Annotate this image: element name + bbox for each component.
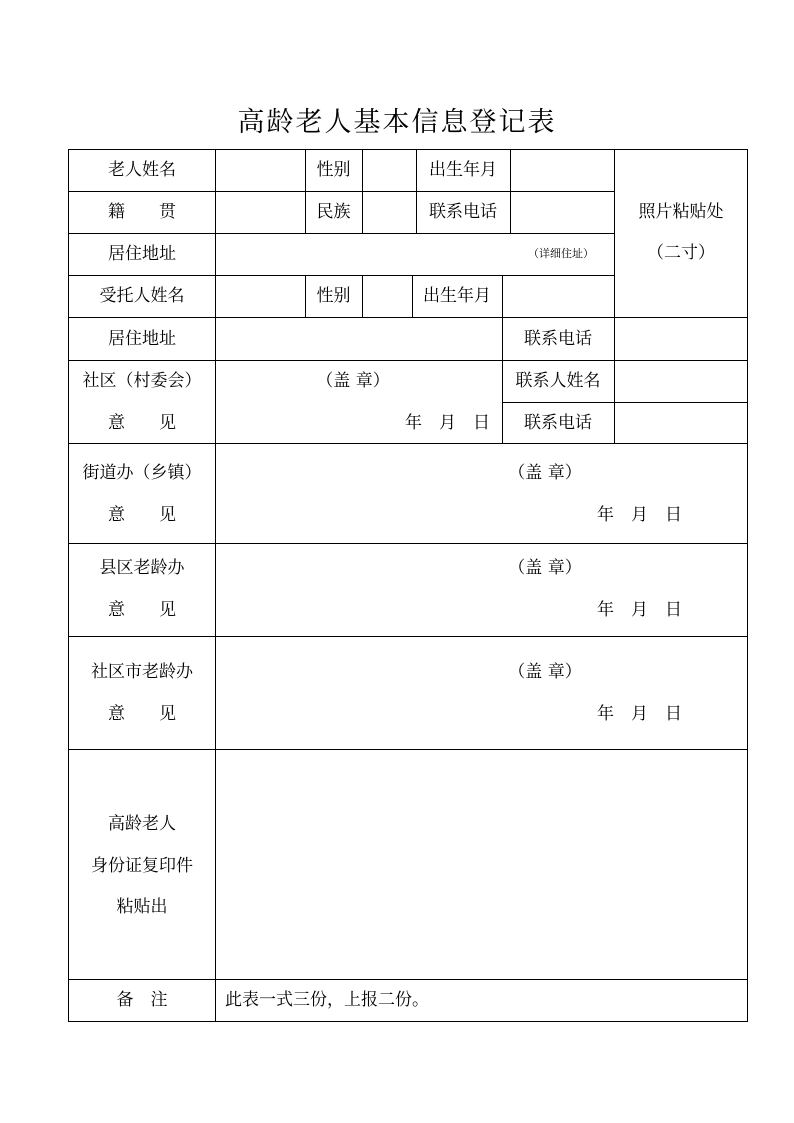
street-stamp: （盖 章） [508,463,582,483]
city-office-label-2: 意 见 [108,704,176,724]
table-border-top [68,149,748,150]
row-divider [68,543,748,544]
ethnicity-label: 民族 [316,202,351,222]
row-divider [68,191,614,192]
community-date: 年 月 日 [405,413,490,433]
page-title: 高龄老人基本信息登记表 [237,107,557,138]
row-divider [68,360,748,361]
photo-paste-label: 照片粘贴处 [638,202,724,222]
row-divider [68,979,748,980]
address-detail-hint: （详细住址） [528,247,594,260]
trustee-address-label: 居住地址 [108,329,176,349]
community-contact-label: 联系人姓名 [515,371,601,391]
county-office-label-2: 意 见 [108,600,176,620]
elder-birth-label: 出生年月 [429,160,497,180]
community-opinion-label-2: 意 见 [108,413,176,433]
county-date: 年 月 日 [597,600,682,620]
column-divider [215,149,216,1022]
row-divider [68,317,748,318]
city-date: 年 月 日 [597,704,682,724]
column-divider [362,275,363,318]
table-border-right [747,149,748,1022]
remarks-label: 备 注 [116,990,168,1010]
row-divider [68,275,614,276]
row-divider [68,233,614,234]
row-divider [502,402,748,403]
id-copy-label: 高龄老人 [108,814,176,834]
photo-size-label: （二寸） [647,243,715,263]
street-office-label-2: 意 见 [108,505,176,525]
row-divider [68,636,748,637]
elder-phone-label: 联系电话 [429,202,497,222]
id-copy-label-2: 身份证复印件 [91,856,193,876]
elder-address-label: 居住地址 [108,244,176,264]
column-divider [362,149,363,234]
remarks-value: 此表一式三份，上报二份。 [225,990,429,1010]
community-opinion-label: 社区（村委会） [82,371,202,391]
row-divider [68,443,748,444]
trustee-birth-label: 出生年月 [423,286,491,306]
elder-gender-label: 性别 [316,160,351,180]
native-place-label: 籍 贯 [108,202,176,222]
county-stamp: （盖 章） [508,558,582,578]
county-office-label: 县区老龄办 [99,558,185,578]
table-border-bottom [68,1021,748,1022]
city-office-label: 社区市老龄办 [91,662,193,682]
trustee-gender-label: 性别 [316,286,351,306]
city-stamp: （盖 章） [508,662,582,682]
column-divider [510,149,511,234]
community-stamp: （盖 章） [316,371,390,391]
column-divider [614,149,615,444]
elder-name-label: 老人姓名 [108,160,176,180]
id-copy-label-3: 粘贴出 [116,897,168,917]
street-office-label: 街道办（乡镇） [82,463,202,483]
row-divider [68,749,748,750]
trustee-name-label: 受托人姓名 [99,286,185,306]
street-date: 年 月 日 [597,505,682,525]
table-border-left [68,149,69,1022]
trustee-phone-label: 联系电话 [524,329,592,349]
community-phone-label: 联系电话 [524,413,592,433]
